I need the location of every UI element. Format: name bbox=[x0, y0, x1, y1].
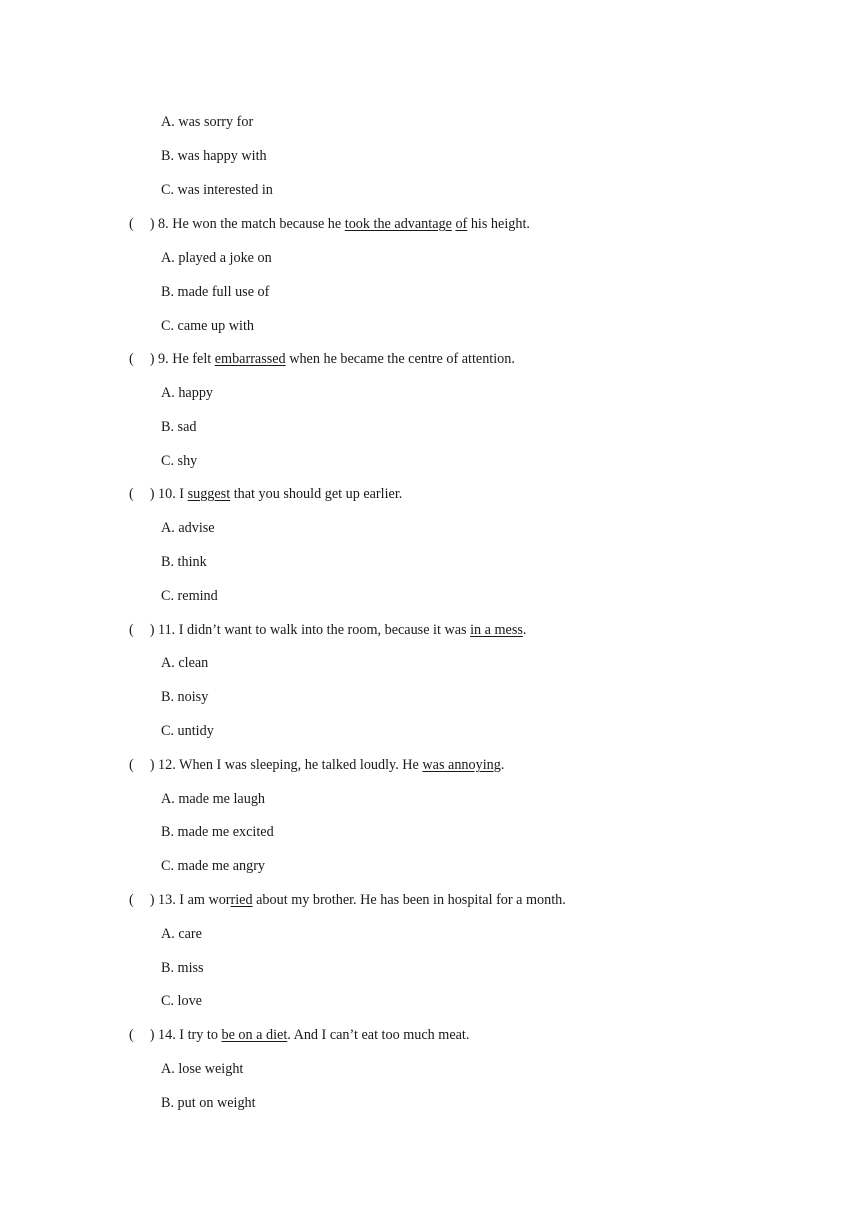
answer-paren-close: ) bbox=[149, 1027, 155, 1043]
answer-paren-close: ) bbox=[149, 351, 155, 367]
answer-paren-open: ( bbox=[129, 216, 134, 232]
option-label: A. happy bbox=[161, 385, 214, 401]
option-label: A. advise bbox=[161, 520, 215, 536]
q12-option-a bbox=[161, 790, 265, 808]
q13-option-c bbox=[161, 992, 202, 1010]
answer-paren-close: ) bbox=[149, 892, 155, 908]
underlined-phrase: took the advantage bbox=[344, 216, 452, 232]
answer-paren-open: ( bbox=[129, 622, 134, 638]
question-text: I try to be on a diet. And I can’t eat too much meat. bbox=[179, 1027, 470, 1043]
option-label: A. made me laugh bbox=[161, 791, 266, 807]
underlined-phrase: in a mess bbox=[470, 622, 523, 638]
question-number: 8. bbox=[158, 216, 169, 232]
underlined-phrase: ried bbox=[230, 892, 253, 908]
q8-option-c bbox=[161, 317, 254, 335]
q11-option-c bbox=[161, 722, 214, 740]
underlined-phrase: embarrassed bbox=[214, 351, 286, 367]
option-label: C. made me angry bbox=[161, 858, 266, 874]
option-label: B. made full use of bbox=[161, 284, 270, 300]
option-label: A. was sorry for bbox=[161, 114, 254, 130]
q13-option-a bbox=[161, 925, 202, 943]
option-label: B. made me excited bbox=[161, 824, 274, 840]
q10-option-a bbox=[161, 519, 215, 537]
option-label: A. lose weight bbox=[161, 1061, 244, 1077]
question-number: 10. bbox=[158, 486, 176, 502]
q7-option-c bbox=[161, 181, 273, 199]
option-label: B. noisy bbox=[161, 689, 209, 705]
answer-paren-open: ( bbox=[129, 351, 134, 367]
question-text: I suggest that you should get up earlier. bbox=[179, 486, 403, 502]
question-text: I didn’t want to walk into the room, because it was in a mess. bbox=[178, 622, 527, 638]
option-label: A. played a joke on bbox=[161, 250, 272, 266]
answer-paren-close: ) bbox=[149, 216, 155, 232]
option-label: A. clean bbox=[161, 655, 209, 671]
q10-option-c bbox=[161, 587, 218, 605]
question-9 bbox=[129, 350, 515, 368]
option-label: C. untidy bbox=[161, 723, 214, 739]
q14-option-a bbox=[161, 1060, 243, 1078]
option-label: B. miss bbox=[161, 960, 204, 976]
q12-option-b bbox=[161, 823, 274, 841]
q8-option-b bbox=[161, 283, 269, 301]
answer-paren-open: ( bbox=[129, 486, 134, 502]
option-label: B. put on weight bbox=[161, 1095, 256, 1111]
question-8 bbox=[129, 215, 530, 233]
underlined-phrase: was annoying bbox=[422, 757, 501, 773]
question-11 bbox=[129, 621, 526, 639]
q9-option-c bbox=[161, 452, 197, 470]
q7-option-a bbox=[161, 113, 253, 131]
answer-paren-close: ) bbox=[149, 757, 155, 773]
answer-paren-close: ) bbox=[149, 486, 155, 502]
question-text: He felt embarrassed when he became the centre of attention. bbox=[172, 351, 515, 367]
q11-option-a bbox=[161, 654, 208, 672]
underlined-phrase: of bbox=[455, 216, 468, 232]
underlined-phrase: be on a diet bbox=[221, 1027, 288, 1043]
question-number: 12. bbox=[158, 757, 176, 773]
question-number: 9. bbox=[158, 351, 169, 367]
option-label: B. think bbox=[161, 554, 207, 570]
answer-paren-open: ( bbox=[129, 1027, 134, 1043]
q14-option-b bbox=[161, 1094, 256, 1112]
q13-option-b bbox=[161, 959, 204, 977]
q10-option-b bbox=[161, 553, 207, 571]
option-label: B. was happy with bbox=[161, 148, 267, 164]
question-number: 14. bbox=[158, 1027, 176, 1043]
question-13 bbox=[129, 891, 566, 909]
question-10 bbox=[129, 485, 402, 503]
answer-paren-close: ) bbox=[149, 622, 155, 638]
q7-option-b bbox=[161, 147, 267, 165]
question-number: 11. bbox=[158, 622, 176, 638]
q11-option-b bbox=[161, 688, 208, 706]
option-label: C. remind bbox=[161, 588, 218, 604]
question-text: I am worried about my brother. He has been in hospital for a month. bbox=[179, 892, 566, 908]
question-12 bbox=[129, 756, 504, 774]
answer-paren-open: ( bbox=[129, 757, 134, 773]
option-label: A. care bbox=[161, 926, 202, 942]
q12-option-c bbox=[161, 857, 265, 875]
question-14 bbox=[129, 1026, 469, 1044]
option-label: B. sad bbox=[161, 419, 197, 435]
option-label: C. love bbox=[161, 993, 202, 1009]
question-text: He won the match because he took the advantage of his height. bbox=[172, 216, 530, 232]
answer-paren-open: ( bbox=[129, 892, 134, 908]
option-label: C. came up with bbox=[161, 318, 254, 334]
q8-option-a bbox=[161, 249, 272, 267]
q9-option-b bbox=[161, 418, 196, 436]
question-number: 13. bbox=[158, 892, 176, 908]
q9-option-a bbox=[161, 384, 213, 402]
underlined-phrase: suggest bbox=[187, 486, 231, 502]
question-text: When I was sleeping, he talked loudly. He was annoying. bbox=[179, 757, 505, 773]
option-label: C. shy bbox=[161, 453, 198, 469]
option-label: C. was interested in bbox=[161, 182, 273, 198]
